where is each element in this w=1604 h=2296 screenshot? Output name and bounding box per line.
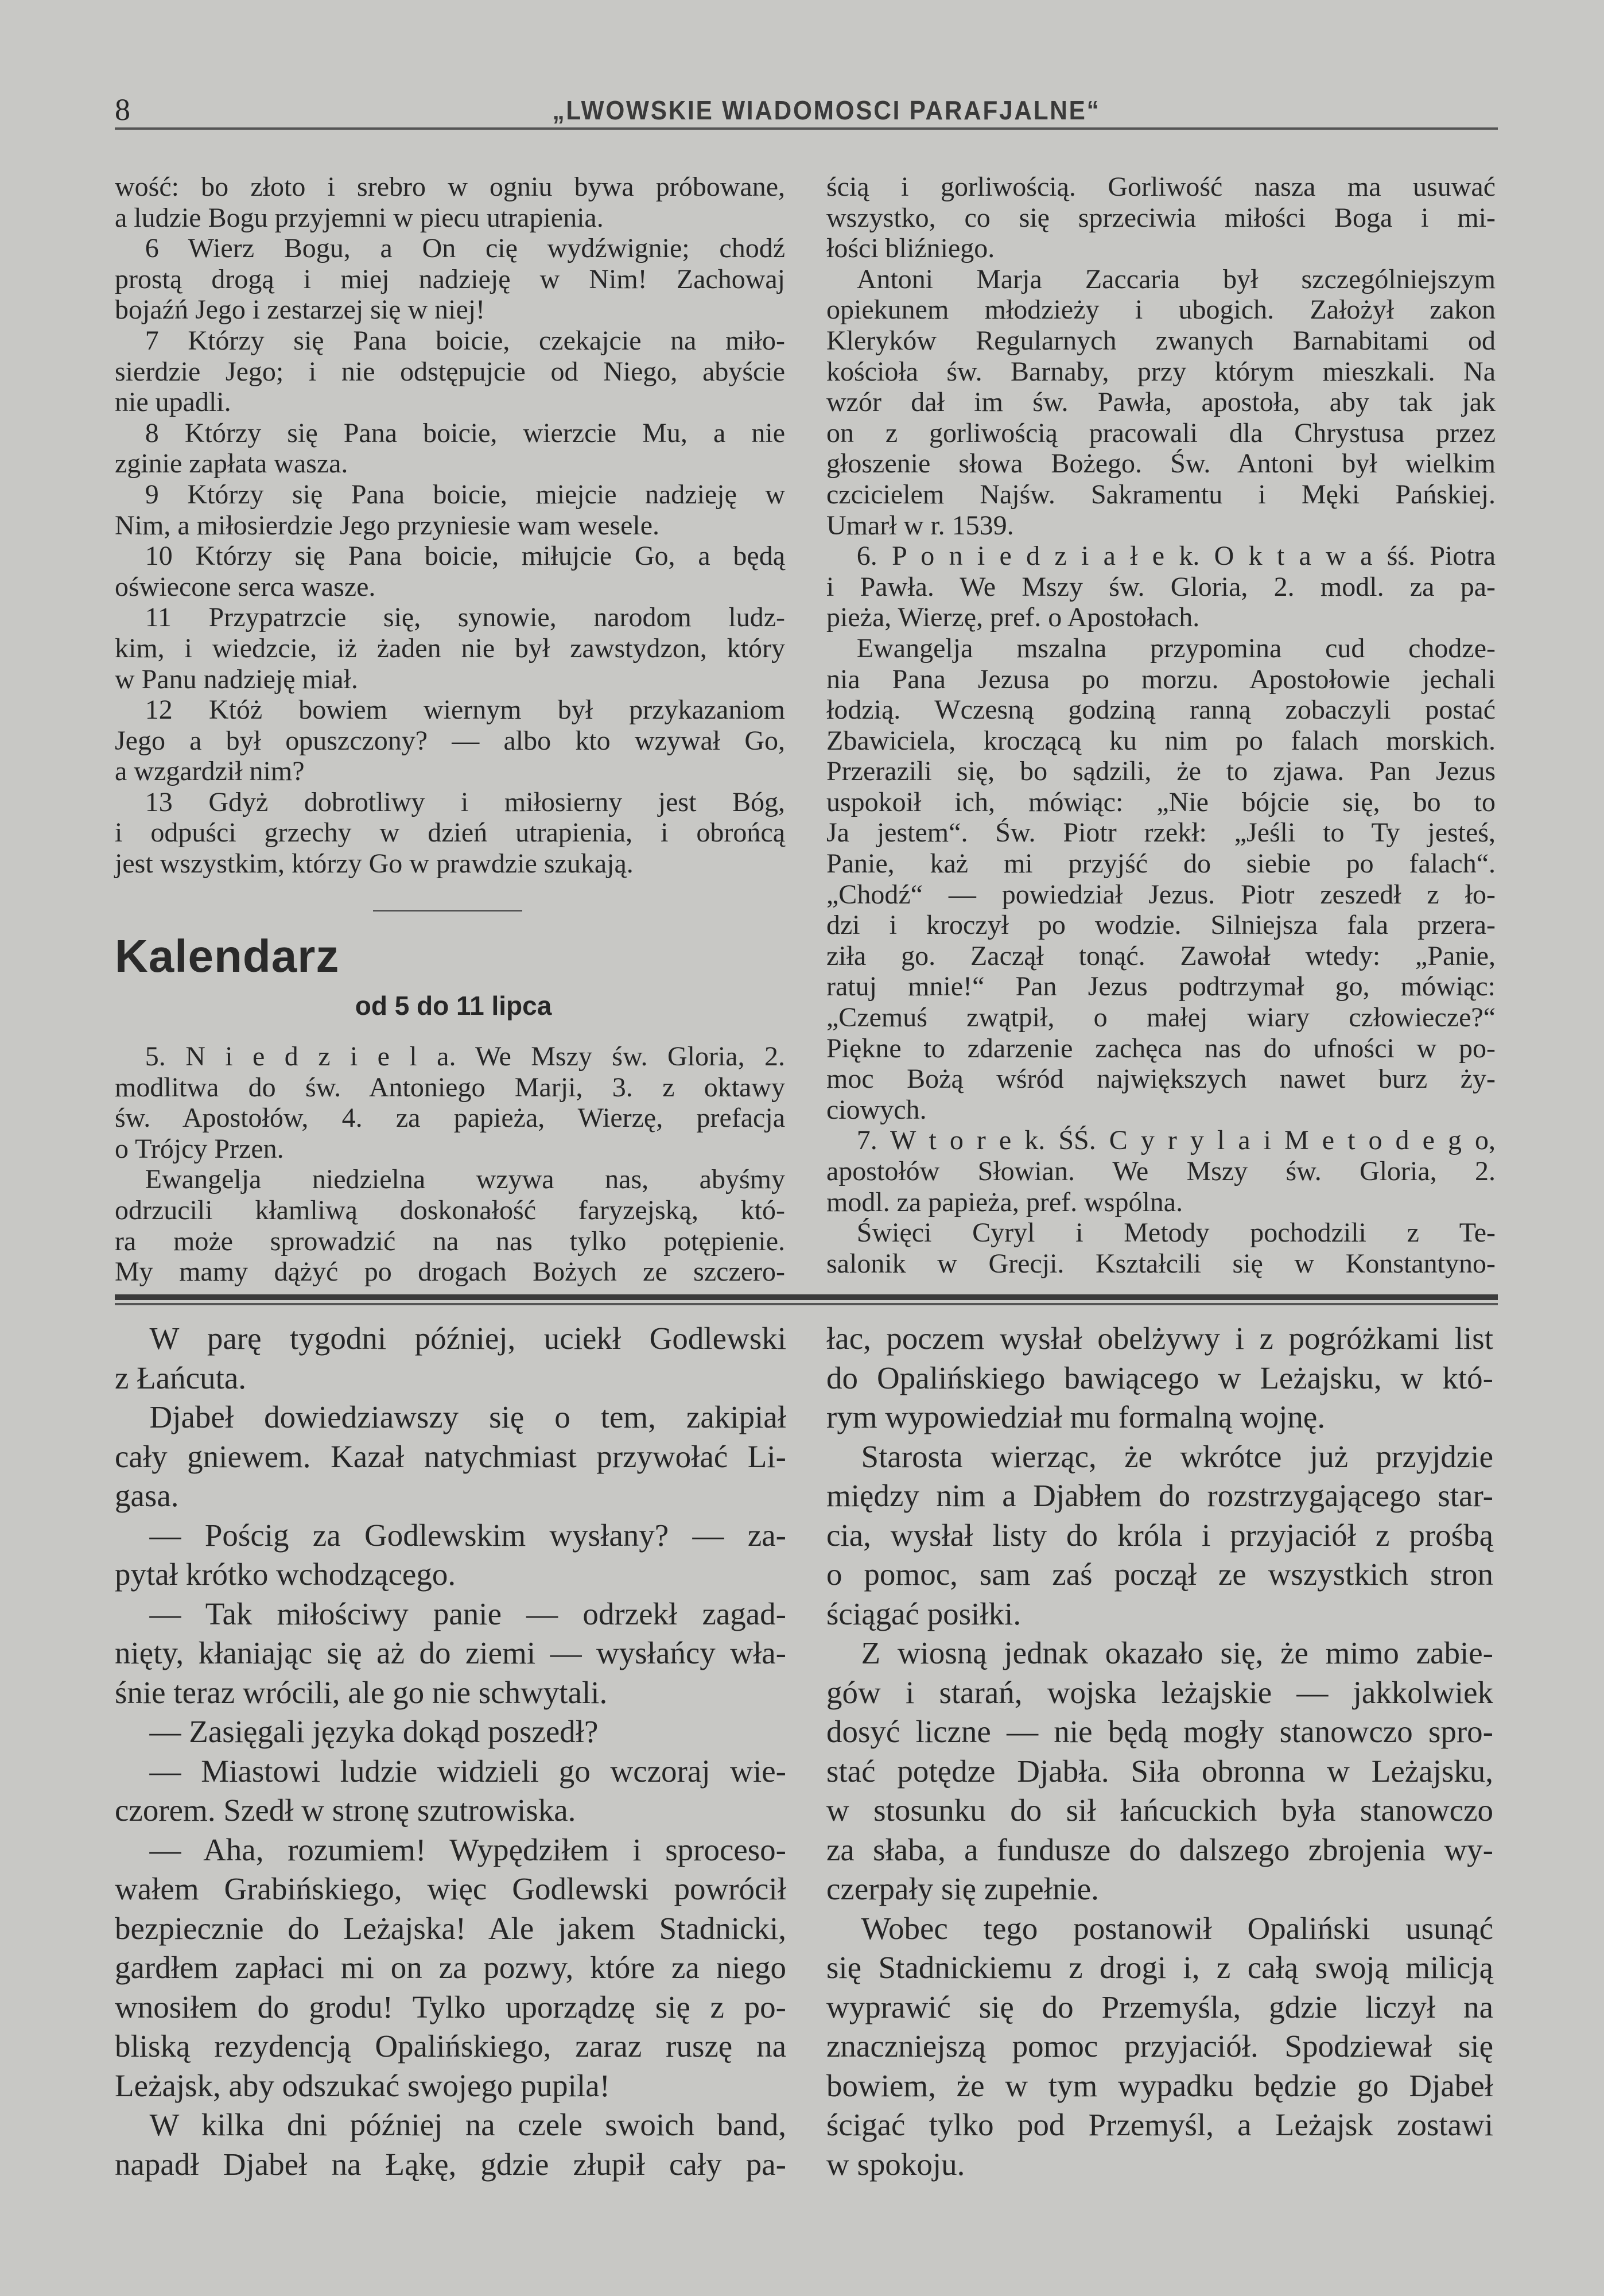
text-line: o pomoc, sam zaś począł ze wszystkich stron [826,1557,1493,1592]
paragraph [115,541,785,602]
text-line: Ja jestem“. Św. Piotr rzekł: „Jeśli to Ty jesteś, [826,817,1496,848]
text-line: w stosunku do sił łańcuckich była stanowczo [826,1793,1493,1828]
text-line: cały gniewem. Kazał natychmiast przywołać Li- [115,1438,786,1474]
text-line: W parę tygodni później, uciekł Godlewski [149,1321,786,1356]
text-line: w spokoju. [826,2146,965,2182]
text-line: ciowych. [826,1094,927,1125]
text-line: 8 Którzy się Pana boicie, wierzcie Mu, a nie [145,417,785,448]
text-line: z Łańcuta. [115,1360,247,1395]
paragraph [115,479,785,541]
paragraph [115,2105,786,2184]
text-line: moc Bożą wśród największych nawet burz ży- [826,1064,1496,1095]
text-line: Zbawiciela, kroczącą ku nim po falach morskich. [826,725,1496,756]
text-line: W kilka dni później na czele swoich band, [149,2107,786,2142]
text-line: sierdzie Jego; i nie odstępujcie od Niego, abyście [115,356,785,387]
text-line: „Czemuś zwątpił, o małej wiary człowiecze?“ [826,1002,1496,1033]
text-line: wość: bo złoto i srebro w ogniu bywa próbowane, [115,172,785,202]
text-line: — Pościg za Godlewskim wysłany? — za- [149,1517,786,1553]
text-line: Jego a był opuszczony? — albo kto wzywał Go, [115,725,785,756]
text-line: 7. W t o r e k. ŚŚ. C y r y l a i M e t o d e g o, [856,1125,1496,1156]
text-line: pieża, Wierzę, pref. o Apostołach. [826,602,1200,633]
text-line: zginie zapłata wasza. [115,448,348,479]
paragraph [115,325,785,418]
text-line: pytał krótko wchodzącego. [115,1557,456,1592]
text-line: gasa. [115,1478,179,1513]
text-line: znaczniejszą pomoc przyjaciół. Spodziewał się [826,2029,1493,2064]
text-line: on z gorliwością pracowali dla Chrystusa przez [826,417,1496,448]
section-divider-thin [115,1303,1498,1305]
text-line: Wobec tego postanowił Opaliński usunąć [861,1910,1493,1946]
running-title: „LWOWSKIE WIADOMOSCI PARAFJALNE“ [552,95,1101,125]
text-line: Djabeł dowiedziawszy się o tem, zakipiał [149,1399,786,1434]
text-line: nie upadli. [115,387,231,418]
paragraph [826,172,1496,264]
column-top-right [826,172,1496,1279]
text-line: rym wypowiedział mu formalną wojnę. [826,1399,1326,1434]
text-line: a ludzie Bogu przyjemni w piecu utrapienia. [115,202,604,233]
text-line: Leżajsk, aby odszukać swojego pupila! [115,2068,610,2103]
text-line: śnie teraz wrócili, ale go nie schwytali. [115,1674,608,1710]
text-line: Piękne to zdarzenie zachęca nas do ufności w po- [826,1033,1496,1064]
text-line: czerpały się zupełnie. [826,1871,1099,1906]
paragraph [826,264,1496,541]
paragraph [826,541,1496,633]
text-line: głoszenie słowa Bożego. Św. Antoni był wielkim [826,448,1496,479]
text-line: odrzucili kłamliwą doskonałość faryzejską, któ- [115,1194,785,1225]
text-line: bliską rezydencją Opalińskiego, zaraz ruszę na [115,2029,786,2064]
text-line: 13 Gdyż dobrotliwy i miłosierny jest Bóg, [145,786,785,817]
paragraph [115,172,785,233]
paragraph [826,1909,1493,2185]
text-line: łac, poczem wysłał obelżywy i z pogróżkami list [826,1321,1493,1356]
text-line: 6. P o n i e d z i a ł e k. O k t a w a śś. Piotra [856,541,1496,572]
column-top-left-psalm [115,172,785,879]
text-line: gardłem zapłaci mi on za pozwy, które za niego [115,1950,786,1985]
text-line: łodzią. Wczesną godziną ranną zobaczyli postać [826,695,1496,726]
short-divider [373,910,522,912]
text-line: modlitwa do św. Antoniego Marji, 3. z oktawy [115,1072,785,1103]
text-line: między nim a Djabłem do rozstrzygającego star- [826,1478,1493,1513]
paragraph [115,1712,786,1752]
text-line: „Chodź“ — powiedział Jezus. Piotr zeszedł z ło- [826,879,1496,910]
text-line: bezpiecznie do Leżajska! Ale jakem Stadnicki, [115,1910,786,1946]
text-line: ziła go. Zaczął tonąć. Zawołał wtedy: „Panie, [826,940,1496,971]
text-line: stać potędze Djabła. Siła obronna w Leżajsku, [826,1753,1493,1789]
text-line: dosyć liczne — nie będą mogły stanowczo spro- [826,1714,1493,1749]
text-line: — Tak miłościwy panie — odrzekł zagad- [149,1596,786,1631]
text-line: Starosta wierząc, że wkrótce już przyjdzie [861,1438,1493,1474]
text-line: św. Apostołów, 4. za papieża, Wierzę, prefacja [115,1103,785,1134]
text-line: ścigać tylko pod Przemyśl, a Leżajsk zostawi [826,2107,1493,2142]
text-line: — Zasięgali języka dokąd poszedł? [149,1714,599,1749]
text-line: i Pawła. We Mszy św. Gloria, 2. modl. za pa- [826,571,1496,602]
section-heading-calendar: Kalendarz [115,930,340,982]
text-line: ścią i gorliwością. Gorliwość nasza ma usuwać [826,172,1496,202]
text-line: — Aha, rozumiem! Wypędziłem i sproceso- [149,1832,786,1867]
text-line: Panie, każ mi przyjść do siebie po falach“. [826,848,1496,879]
text-line: wnosiłem do grodu! Tylko uporządzę się z po- [115,1989,786,2024]
text-line: 5. N i e d z i e l a. We Mszy św. Gloria, 2. [145,1041,785,1072]
paragraph [115,1398,786,1516]
paragraph [826,1634,1493,1909]
text-line: się Stadnickiemu z drogi i, z całą swoją milicją [826,1950,1493,1985]
section-divider [115,1294,1498,1300]
text-line: wyprawić się do Przemyśla, gdzie liczył na [826,1989,1493,2024]
text-line: Przerazili się, bo sądzili, że to zjawa. Pan Jezus [826,756,1496,787]
text-line: Kleryków Regularnych zwanych Barnabitami od [826,325,1496,356]
text-line: Umarł w r. 1539. [826,510,1014,541]
text-line: dzi i kroczył po wodzie. Silniejsza fala przera- [826,910,1496,941]
paragraph [115,1319,786,1398]
text-line: 6 Wierz Bogu, a On cię wydźwignie; chodź [145,233,785,264]
text-line: modl. za papieża, pref. wspólna. [826,1186,1183,1217]
text-line: 11 Przypatrzcie się, synowie, narodom ludz- [145,602,785,633]
paragraph [826,1319,1493,1437]
column-bottom-right-story [826,1319,1493,2184]
paragraph [115,1164,785,1287]
text-line: cia, wysłał listy do króla i przyjaciół z prośbą [826,1517,1493,1553]
paragraph [826,1125,1496,1217]
section-subheading-dates: od 5 do 11 lipca [355,991,552,1021]
column-bottom-left-story [115,1319,786,2184]
text-line: bojaźń Jego i zestarzej się w niej! [115,294,486,325]
page-number: 8 [115,92,130,127]
text-line: gów i starań, wojska leżajskie — jakkolwiek [826,1674,1493,1710]
text-line: a wzgardził nim? [115,756,305,787]
paragraph [115,1041,785,1164]
text-line: o Trójcy Przen. [115,1133,284,1164]
text-line: opiekunem młodzieży i ubogich. Założył zakon [826,294,1496,325]
text-line: w Panu nadzieję miał. [115,664,358,695]
text-line: oświecone serca wasze. [115,571,376,602]
paragraph [115,418,785,479]
text-line: prostą drogą i miej nadzieję w Nim! Zachowaj [115,263,785,294]
text-line: apostołów Słowian. We Mszy św. Gloria, 2. [826,1156,1496,1186]
header-rule [115,127,1498,130]
text-line: 9 Którzy się Pana boicie, miejcie nadzieję w [145,479,785,510]
paragraph [115,1830,786,2106]
text-line: Antoni Marja Zaccaria był szczególniejszym [856,263,1496,294]
text-line: czorem. Szedł w stronę szutrowiska. [115,1793,576,1828]
text-line: bowiem, że w tym wypadku będzie go Djabeł [826,2068,1493,2103]
paragraph [115,602,785,695]
text-line: jest wszystkim, którzy Go w prawdzie szukają. [115,848,634,879]
column-top-left-calendar [115,1041,785,1287]
text-line: wałem Grabińskiego, więc Godlewski powrócił [115,1871,786,1906]
text-line: kim, i wiedzcie, iż żaden nie był zawstydzon, który [115,633,785,664]
text-line: napadł Djabeł na Łąkę, gdzie złupił cały pa- [115,2146,786,2182]
text-line: wzór dał im św. Pawła, apostoła, aby tak jak [826,387,1496,418]
text-line: 12 Któż bowiem wiernym był przykazaniom [145,695,785,726]
text-line: łości bliźniego. [826,233,995,264]
paragraph [115,1516,786,1595]
text-line: ra może sprowadzić na nas tylko potępienie. [115,1225,785,1256]
text-line: Nim, a miłosierdzie Jego przyniesie wam wesele. [115,510,660,541]
text-line: ściągać posiłki. [826,1596,1022,1631]
text-line: i odpuści grzechy w dzień utrapienia, i obrońcą [115,817,785,848]
paragraph [826,633,1496,1126]
paragraph [115,1595,786,1713]
text-line: ratuj mnie!“ Pan Jezus podtrzymał go, mówiąc: [826,971,1496,1002]
text-line: My mamy dążyć po drogach Bożych ze szczero- [115,1256,785,1287]
paragraph [826,1437,1493,1634]
text-line: — Miastowi ludzie widzieli go wczoraj wie- [149,1753,786,1789]
text-line: czcicielem Najśw. Sakramentu i Męki Pańskiej. [826,479,1496,510]
text-line: Święci Cyryl i Metody pochodzili z Te- [856,1217,1496,1248]
text-line: Ewangelja niedzielna wzywa nas, abyśmy [145,1164,785,1195]
text-line: nięty, kłaniając się aż do ziemi — wysłańcy wła- [115,1635,786,1670]
text-line: nia Pana Jezusa po morzu. Apostołowie jechali [826,664,1496,695]
text-line: wszystko, co się sprzeciwia miłości Boga i mi- [826,202,1496,233]
paragraph [115,695,785,787]
paragraph [115,1752,786,1830]
text-line: Ewangelja mszalna przypomina cud chodze- [856,633,1496,664]
text-line: za słaba, a fundusze do dalszego zbrojenia wy- [826,1832,1493,1867]
text-line: 7 Którzy się Pana boicie, czekajcie na miło- [145,325,785,356]
text-line: Z wiosną jednak okazało się, że mimo zabie- [861,1635,1493,1670]
text-line: uspokoił ich, mówiąc: „Nie bójcie się, bo to [826,786,1496,817]
text-line: 10 Którzy się Pana boicie, miłujcie Go, a będą [145,541,785,572]
text-line: do Opalińskiego bawiącego w Leżajsku, w któ- [826,1360,1493,1395]
paragraph [826,1217,1496,1279]
paragraph [115,233,785,325]
paragraph [115,787,785,879]
text-line: kościoła św. Barnaby, przy którym mieszkali. Na [826,356,1496,387]
text-line: salonik w Grecji. Kształcili się w Konstantyno- [826,1248,1496,1279]
